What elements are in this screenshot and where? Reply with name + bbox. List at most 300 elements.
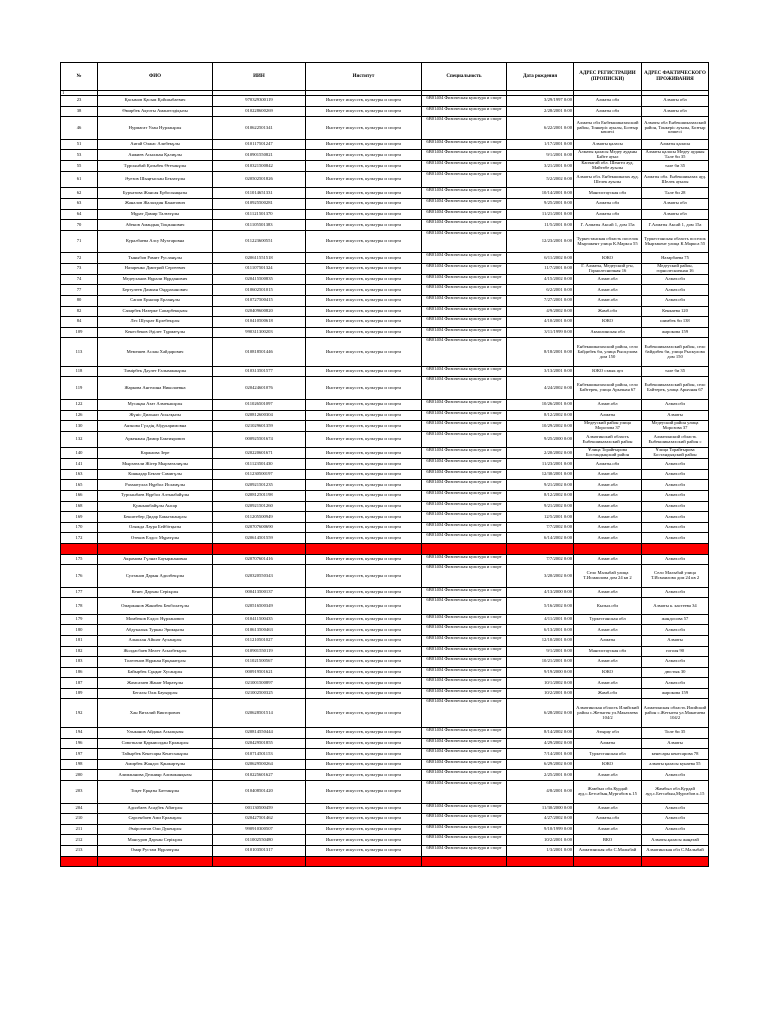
- cell-specialty: 6В01404 Физическая культура и спорт: [422, 198, 507, 209]
- header-registration-address: АДРЕС РЕГИСТРАЦИИ (ПРОПИСКИ): [574, 63, 642, 91]
- cell-birth-date: 7/7/2002 0:00: [507, 522, 574, 533]
- cell-registration-address: Алмат.обл: [574, 678, 642, 689]
- cell-iin: 000413500137: [213, 587, 306, 598]
- table-row: [61, 625, 709, 636]
- cell-number: 163: [61, 469, 98, 480]
- cell-specialty: 6В01404 Физическая культура и спорт: [422, 150, 507, 161]
- cell-institute: Институт искусств, культуры и спорта: [306, 139, 422, 150]
- cell-fio: Мұрат Дамир Талғатұлы: [98, 209, 213, 220]
- table-row: [61, 172, 709, 188]
- cell-specialty: 6В01404 Физическая культура и спорт: [422, 317, 507, 328]
- cell-specialty: 6В01404 Физическая культура и спорт: [422, 209, 507, 220]
- cell-specialty: 6В01404 Физическая культура и спорт: [422, 285, 507, 296]
- table-row: [61, 209, 709, 220]
- cell-institute: Институт искусств, культуры и спорта: [306, 635, 422, 646]
- cell-registration-address: Алмат.обл: [574, 295, 642, 306]
- cell-iin: 021002500325: [213, 688, 306, 699]
- cell-institute: Институт искусств, культуры и спорта: [306, 625, 422, 636]
- cell-specialty: 6В01404 Физическая культура и спорт: [422, 824, 507, 835]
- cell-specialty: 6В01404 Физическая культура и спорт: [422, 338, 507, 367]
- cell-number: 203: [61, 780, 98, 803]
- cell-fio: Тайырбек Кенесары Кенесханұлы: [98, 749, 213, 760]
- cell-registration-address: Кызыл.обл: [574, 598, 642, 614]
- cell-birth-date: 11/21/2001 0:00: [507, 209, 574, 220]
- cell-registration-address: Атырау обл: [574, 727, 642, 738]
- cell-fio: Аязнова Гүлдің Абдукаримовна: [98, 421, 213, 432]
- cell-institute: Институт искусств, культуры и спорта: [306, 366, 422, 377]
- table-row: [61, 106, 709, 117]
- student-table: [60, 62, 709, 867]
- cell-actual-address: Алматы: [642, 738, 709, 749]
- cell-registration-address: Енбекшиказахский район, село Байтерек, улица Арычная 67: [574, 377, 642, 400]
- cell-specialty: 6В01404 Физическая культура и спорт: [422, 400, 507, 411]
- cell-iin: 011123501430: [213, 459, 306, 470]
- cell-actual-address: Медеуский район, горнолесничная 16: [642, 263, 709, 274]
- cell-registration-address: Жамб.обл: [574, 306, 642, 317]
- cell-actual-address: Алматинская область Илийский район с.Жетыген ул.Макатаева 104/2: [642, 699, 709, 728]
- cell-fio: Абдукалык Туркан Эрикқызы: [98, 625, 213, 636]
- cell-specialty: 6В01404 Физическая культура и спорт: [422, 587, 507, 598]
- cell-institute: Институт искусств, культуры и спорта: [306, 667, 422, 678]
- cell-iin: 011014501311: [213, 856, 306, 867]
- cell-actual-address: Алмат.обл: [642, 657, 709, 668]
- cell-actual-address: жарокова 159: [642, 327, 709, 338]
- cell-actual-address: Алматинская обл С.Малыбай: [642, 845, 709, 856]
- cell-number: 179: [61, 614, 98, 625]
- cell-registration-address: Шахраев рахмат: [574, 856, 642, 867]
- cell-iin: 020628501514: [213, 699, 306, 728]
- cell-fio: Аяжиев Асылжан Қалиұлы: [98, 150, 213, 161]
- cell-registration-address: Алматы қаласы Медеу ауданы Бәйте ауыл: [574, 150, 642, 161]
- cell-specialty: 6В01404 Физическая культура и спорт: [422, 421, 507, 432]
- cell-iin: 010714501153: [213, 749, 306, 760]
- cell-iin: 020629500264: [213, 759, 306, 770]
- cell-registration-address: ВКО: [574, 835, 642, 846]
- cell-fio: Жаналов Жалалдин Канатович: [98, 198, 213, 209]
- cell-birth-date: 11/5/2001 0:00: [507, 220, 574, 231]
- cell-actual-address: Алмат.обл: [642, 678, 709, 689]
- cell-institute: Институт искусств, культуры и спорта: [306, 824, 422, 835]
- cell-registration-address: ЮКО сзаык аул: [574, 366, 642, 377]
- cell-actual-address: Г.Алматы Аксай 1, дом 15а: [642, 220, 709, 231]
- table-row: [61, 738, 709, 749]
- cell-registration-address: Село Малыбай улица Т.Исмаилова дом 24 кв 2: [574, 565, 642, 588]
- table-row: [61, 230, 709, 253]
- cell-fio: Аятай Олжас Алибекұлы: [98, 139, 213, 150]
- cell-number: 140: [61, 448, 98, 459]
- cell-number: 192: [61, 699, 98, 728]
- cell-iin: 010901550821: [213, 150, 306, 161]
- table-row: [61, 198, 709, 209]
- cell-number: 126: [61, 410, 98, 421]
- cell-institute: Институт искусств, культуры и спорта: [306, 856, 422, 867]
- cell-number: 214: [61, 856, 98, 867]
- cell-registration-address: Алматы: [574, 410, 642, 421]
- cell-number: 186: [61, 667, 98, 678]
- cell-number: 46: [61, 117, 98, 140]
- table-row: [61, 410, 709, 421]
- cell-fio: Жүніс Дильназ Асылқызы: [98, 410, 213, 421]
- cell-iin: 011026501097: [213, 400, 306, 411]
- cell-number: 204: [61, 803, 98, 814]
- cell-iin: 011014651331: [213, 188, 306, 199]
- table-row: [61, 469, 709, 480]
- cell-fio: Кенесбеков Әділет Тұрмағұлы: [98, 327, 213, 338]
- table-row: [61, 749, 709, 760]
- cell-institute: Институт искусств, культуры и спорта: [306, 727, 422, 738]
- cell-institute: Институт искусств, культуры и спорта: [306, 759, 422, 770]
- cell-registration-address: Г. Алматы Аксай 1, дом 15а: [574, 220, 642, 231]
- table-row: [61, 512, 709, 523]
- cell-birth-date: 6/2/2001 0:00: [507, 285, 574, 296]
- cell-number: 170: [61, 522, 98, 533]
- cell-registration-address: Алмат.обл: [574, 469, 642, 480]
- cell-fio: Ульжанов Айдана Асылқызы: [98, 727, 213, 738]
- cell-birth-date: 11/23/2001 0:00: [507, 459, 574, 470]
- cell-specialty: 6В01404 Физическая культура и спорт: [422, 727, 507, 738]
- cell-number: 23: [61, 96, 98, 107]
- table-row: [61, 657, 709, 668]
- cell-specialty: 6В01404 Физическая культура и спорт: [422, 635, 507, 646]
- cell-specialty: 6В01404 Физическая культура и спорт: [422, 614, 507, 625]
- cell-actual-address: Алматинский область Енбекшиказахский район с: [642, 432, 709, 448]
- cell-birth-date: 5/16/2002 0:00: [507, 598, 574, 614]
- header-specialty: Специальность: [422, 63, 507, 91]
- cell-fio: Бегалы Олж Бауырұлы: [98, 688, 213, 699]
- cell-specialty: 6В01404 Физическая культура и спорт: [422, 327, 507, 338]
- cell-registration-address: Алматы обл. Енбекшиказах ауд. Шелек ауылы: [574, 172, 642, 188]
- table-row: [61, 780, 709, 803]
- cell-registration-address: Алмат.обл: [574, 480, 642, 491]
- cell-specialty: 6В01404 Физическая культура и спорт: [422, 106, 507, 117]
- header-birth-date: Дата рождения: [507, 63, 574, 91]
- cell-iin: 020516500349: [213, 598, 306, 614]
- cell-birth-date: 9/10/1999 0:00: [507, 824, 574, 835]
- cell-birth-date: 6/28/2002 0:00: [507, 699, 574, 728]
- cell-specialty: 6В01404 Физическая культура и спорт: [422, 220, 507, 231]
- cell-birth-date: 2/28/2001 0:00: [507, 106, 574, 117]
- cell-fio: Бертулеев Дамиан Оңдраханович: [98, 285, 213, 296]
- cell-registration-address: Г. Алматы, Медеуский р-н, Горнолесничная 16: [574, 263, 642, 274]
- cell-number: 63: [61, 198, 98, 209]
- cell-iin: 990910300507: [213, 824, 306, 835]
- table-row: [61, 533, 709, 544]
- cell-actual-address: Алматы обл: [642, 198, 709, 209]
- cell-fio: Тоқет Ерқазы Баттанұлы: [98, 780, 213, 803]
- cell-fio: Султанов Дарын Адилбекұлы: [98, 565, 213, 588]
- cell-birth-date: 6/29/2002 0:00: [507, 759, 574, 770]
- cell-number: 196: [61, 738, 98, 749]
- cell-iin: 010228600269: [213, 106, 306, 117]
- cell-actual-address: гоголя 90: [642, 646, 709, 657]
- cell-institute: Институт искусств, культуры и спорта: [306, 327, 422, 338]
- cell-number: 210: [61, 814, 98, 825]
- cell-specialty: 6В01404 Физическая культура и спорт: [422, 263, 507, 274]
- cell-registration-address: Мангистауская обл: [574, 188, 642, 199]
- cell-iin: 010408501420: [213, 780, 306, 803]
- table-body: [61, 91, 709, 867]
- cell-registration-address: Алматы: [574, 635, 642, 646]
- cell-institute: Институт искусств, культуры и спорта: [306, 274, 422, 285]
- cell-actual-address: Медеуский район улица Морозова 37: [642, 421, 709, 432]
- cell-iin: 020614501559: [213, 533, 306, 544]
- table-row: [61, 543, 709, 554]
- cell-institute: Институт искусств, культуры и спорта: [306, 480, 422, 491]
- cell-specialty: 6В01404 Физическая культура и спорт: [422, 625, 507, 636]
- cell-institute: Институт искусств, культуры и спорта: [306, 780, 422, 803]
- cell-registration-address: Алмат.обл: [574, 554, 642, 565]
- cell-actual-address: Алматы обл: [642, 209, 709, 220]
- cell-number: 80: [61, 295, 98, 306]
- cell-number: 211: [61, 824, 98, 835]
- cell-actual-address: Алмат.обл: [642, 480, 709, 491]
- cell-fio: Аркенжан Дамир Бактиярович: [98, 432, 213, 448]
- cell-fio: Байырбек Сұңқат Хусанұлы: [98, 667, 213, 678]
- table-row: [61, 491, 709, 502]
- cell-iin: 010321500842: [213, 161, 306, 172]
- cell-birth-date: 3/20/2002 0:00: [507, 565, 574, 588]
- cell-iin: 010117501247: [213, 139, 306, 150]
- cell-fio: Қасымов Қасым Қойшыбаевич: [98, 96, 213, 107]
- cell-iin: 021001500897: [213, 678, 306, 689]
- cell-fio: Момбеков Елдос Нұрланович: [98, 614, 213, 625]
- cell-institute: Институт искусств, культуры и спорта: [306, 814, 422, 825]
- cell-fio: Алимжанова Делнияр Алимжанқызы: [98, 770, 213, 781]
- cell-number: 72: [61, 253, 98, 264]
- cell-registration-address: Алматы қаласы: [574, 139, 642, 150]
- cell-birth-date: 4/8/2001 0:00: [507, 780, 574, 803]
- cell-birth-date: 6/11/2002 0:00: [507, 253, 574, 264]
- cell-actual-address: Алматы қаласы: [642, 139, 709, 150]
- cell-iin: 011230500197: [213, 469, 306, 480]
- cell-actual-address: Енбекшиказахский район, село байдибек би, улица Рыскулова дом 150: [642, 338, 709, 367]
- cell-iin: 990311300203: [213, 327, 306, 338]
- cell-actual-address: Алматы обл: [642, 106, 709, 117]
- cell-actual-address: Алмат.обл: [642, 824, 709, 835]
- cell-fio: Омар Рустам Нұрлатұлы: [98, 845, 213, 856]
- table-row: [61, 646, 709, 657]
- cell-fio: Назаренко Дмитрий Сергеевич: [98, 263, 213, 274]
- cell-specialty: 6В01404 Физическая культура и спорт: [422, 188, 507, 199]
- cell-fio: Мусаңан Азат Алмекәшұлы: [98, 400, 213, 411]
- cell-specialty: 6В01404 Физическая культура и спорт: [422, 161, 507, 172]
- cell-actual-address: Алматы қаласы Медеу ауданы Тәле би 35: [642, 150, 709, 161]
- cell-institute: Институт искусств, культуры и спорта: [306, 172, 422, 188]
- cell-specialty: 6В01404 Физическая культура и спорт: [422, 377, 507, 400]
- cell-registration-address: Капчагай обл. Шенгел ауд. Майтөбе ауылы: [574, 161, 642, 172]
- cell-number: 177: [61, 587, 98, 598]
- cell-specialty: 6В01404 Физическая культура и спорт: [422, 501, 507, 512]
- cell-fio: Абенов Амандық Тоқжанович: [98, 220, 213, 231]
- cell-institute: Институт искусств, культуры и спорта: [306, 150, 422, 161]
- cell-number: 55: [61, 161, 98, 172]
- cell-actual-address: Алмат.обл: [642, 295, 709, 306]
- cell-iin: 020409600820: [213, 306, 306, 317]
- cell-number: 213: [61, 845, 98, 856]
- cell-fio: Толегенов Нұржан Ерқанатұлы: [98, 657, 213, 668]
- cell-birth-date: 10/1/2002 0:00: [507, 678, 574, 689]
- cell-birth-date: 8/18/2001 0:00: [507, 338, 574, 367]
- table-row: [61, 317, 709, 328]
- cell-registration-address: Мангистауская обл: [574, 646, 642, 657]
- cell-specialty: 6В01404 Физическая культура и спорт: [422, 835, 507, 846]
- cell-fio: Акрамова Гүлназ Бауыржановна: [98, 554, 213, 565]
- cell-birth-date: 10/21/2001 0:00: [507, 657, 574, 668]
- cell-institute: Институт искусств, культуры и спорта: [306, 188, 422, 199]
- cell-number: 51: [61, 139, 98, 150]
- cell-number: 71: [61, 230, 98, 253]
- cell-fio: Куралбаева Алсу Мухтаровна: [98, 230, 213, 253]
- table-row: [61, 770, 709, 781]
- cell-number: 181: [61, 635, 98, 646]
- cell-fio: Нурмагат Улан Нурланұлы: [98, 117, 213, 140]
- cell-fio: Тимірбек Дәулет Ғалымжанұлы: [98, 366, 213, 377]
- cell-number: 119: [61, 377, 98, 400]
- cell-birth-date: 1/17/2001 0:00: [507, 139, 574, 150]
- cell-specialty: 6В01404 Физическая культура и спорт: [422, 480, 507, 491]
- cell-specialty: 6В01404 Физическая культура и спорт: [422, 274, 507, 285]
- cell-institute: Институт искусств, культуры и спорта: [306, 835, 422, 846]
- table-row: [61, 759, 709, 770]
- cell-number: 130: [61, 421, 98, 432]
- cell-specialty: 6В01404 Физическая культура и спорт: [422, 522, 507, 533]
- cell-specialty: 6В01404 Физическая культура и спорт: [422, 749, 507, 760]
- cell-registration-address: Алмат.обл: [574, 491, 642, 502]
- cell-actual-address: жандосова 57: [642, 614, 709, 625]
- cell-iin: 010103501317: [213, 845, 306, 856]
- cell-iin: 970329300119: [213, 96, 306, 107]
- cell-institute: Институт искусств, культуры и спорта: [306, 448, 422, 459]
- cell-specialty: 6В01404 Физическая культура и спорт: [422, 814, 507, 825]
- cell-actual-address: тәле би 35: [642, 366, 709, 377]
- cell-actual-address: шимбек би 138: [642, 317, 709, 328]
- cell-registration-address: Жамб.обл: [574, 688, 642, 699]
- cell-birth-date: 12/30/2001 0:00: [507, 469, 574, 480]
- cell-institute: Институт искусств, культуры и спорта: [306, 738, 422, 749]
- cell-registration-address: Алматы: [574, 738, 642, 749]
- cell-institute: Институт искусств, культуры и спорта: [306, 699, 422, 728]
- cell-iin: 010602501015: [213, 285, 306, 296]
- cell-institute: Институт искусств, культуры и спорта: [306, 512, 422, 523]
- cell-fio: Әмірсеитов Оли Дукенұлы: [98, 824, 213, 835]
- cell-registration-address: Туркестанская обл: [574, 749, 642, 760]
- cell-specialty: 6В01404 Физическая культура и спорт: [422, 139, 507, 150]
- cell-number: 70: [61, 220, 98, 231]
- cell-fio: Кенес Дархан Серікұлы: [98, 587, 213, 598]
- cell-actual-address: Алматы.қаласы жаңатай: [642, 835, 709, 846]
- cell-birth-date: 9/21/2002 0:00: [507, 480, 574, 491]
- cell-number: 174: [61, 543, 98, 554]
- cell-specialty: 6В01404 Физическая культура и спорт: [422, 803, 507, 814]
- table-row: [61, 188, 709, 199]
- cell-iin: 020415500835: [213, 274, 306, 285]
- cell-actual-address: Алматы к. кастеева 34: [642, 598, 709, 614]
- cell-birth-date: 10/2/2001 0:00: [507, 688, 574, 699]
- cell-registration-address: Алматинский область Енбекшиказахский район: [574, 432, 642, 448]
- cell-birth-date: 3/29/1997 0:00: [507, 96, 574, 107]
- cell-iin: 020812600304: [213, 410, 306, 421]
- cell-fio: Жолдасбаев Мелет Асылбекұлы: [98, 646, 213, 657]
- cell-specialty: 6В01404 Физическая культура и спорт: [422, 646, 507, 657]
- cell-birth-date: 10/29/2002 0:00: [507, 421, 574, 432]
- cell-iin: 010313501577: [213, 366, 306, 377]
- cell-institute: Институт искусств, культуры и спорта: [306, 338, 422, 367]
- cell-specialty: 6В01404 Физическая культура и спорт: [422, 759, 507, 770]
- cell-number: 82: [61, 306, 98, 317]
- cell-iin: 021029601359: [213, 421, 306, 432]
- table-row: [61, 150, 709, 161]
- cell-institute: Институт искусств, культуры и спорта: [306, 845, 422, 856]
- cell-institute: Институт искусств, культуры и спорта: [306, 565, 422, 588]
- cell-institute: Институт искусств, культуры и спорта: [306, 253, 422, 264]
- cell-actual-address: Алмат.обл: [642, 469, 709, 480]
- cell-fio: Бекштебер Дидар Бакытжанұлы: [98, 512, 213, 523]
- cell-specialty: 6В01404 Физическая культура и спорт: [422, 780, 507, 803]
- cell-number: 189: [61, 688, 98, 699]
- cell-iin: 011210501027: [213, 635, 306, 646]
- cell-fio: Оляжда Лаура Бейбітқызы: [98, 522, 213, 533]
- cell-fio: Мансуров Дархан Серікұлы: [98, 835, 213, 846]
- cell-registration-address: Алмат.обл: [574, 625, 642, 636]
- cell-fio: Киякадар Бекзат Самигұлы: [98, 469, 213, 480]
- cell-specialty: 6В01404 Физическая культура и спорт: [422, 410, 507, 421]
- cell-registration-address: Алматинская область Илийский район с.Жетыген ул.Макатаева 104/2: [574, 699, 642, 728]
- cell-iin: 010613500463: [213, 625, 306, 636]
- cell-institute: Институт искусств, культуры и спорта: [306, 803, 422, 814]
- cell-iin: 000925501674: [213, 432, 306, 448]
- cell-registration-address: Отеке кеттік: [574, 543, 642, 554]
- cell-institute: Институт искусств, культуры и спорта: [306, 522, 422, 533]
- table-row: [61, 554, 709, 565]
- cell-number: 197: [61, 749, 98, 760]
- cell-actual-address: Алмат.обл: [642, 274, 709, 285]
- cell-registration-address: Алмат.обл: [574, 770, 642, 781]
- cell-actual-address: Алмат.обл: [642, 512, 709, 523]
- cell-actual-address: дюстык 30: [642, 667, 709, 678]
- cell-fio: Отеков Елдос Мұратұлы: [98, 533, 213, 544]
- cell-institute: Институт искусств, культуры и спорта: [306, 209, 422, 220]
- cell-registration-address: ЮКО: [574, 317, 642, 328]
- cell-fio: Бурхатова Жансая Ербосынқызы: [98, 188, 213, 199]
- cell-actual-address: Алматы обл: [642, 96, 709, 107]
- cell-institute: Институт искусств, культуры и спорта: [306, 96, 422, 107]
- cell-institute: Институт искусств, культуры и спорта: [306, 410, 422, 421]
- cell-actual-address: Туркестанская область поселок Мырзакент улица К.Маркса 55: [642, 230, 709, 253]
- table-row: [61, 824, 709, 835]
- cell-iin: 011105501383: [213, 220, 306, 231]
- header-actual-address: АДРЕС ФАКТИЧЕСКОГО ПРОЖИВАНИЯ: [642, 63, 709, 91]
- cell-birth-date: 12/23/2001 0:00: [507, 230, 574, 253]
- table-row: [61, 96, 709, 107]
- cell-specialty: 6В01404 Физическая культура и спорт: [422, 448, 507, 459]
- cell-actual-address: Алмат.обл: [642, 803, 709, 814]
- table-row: [61, 688, 709, 699]
- cell-fio: Лес Шухрат Кұлебекұлы: [98, 317, 213, 328]
- cell-iin: 020707601416: [213, 554, 306, 565]
- cell-actual-address: Алмат.обл: [642, 554, 709, 565]
- cell-iin: 020220601671: [213, 448, 306, 459]
- cell-iin: 020921501235: [213, 480, 306, 491]
- cell-birth-date: 8/14/2002 0:00: [507, 727, 574, 738]
- cell-actual-address: Алмат.обл: [642, 285, 709, 296]
- cell-institute: Институт искусств, культуры и спорта: [306, 285, 422, 296]
- cell-iin: 020722501026: [213, 543, 306, 554]
- cell-iin: 020429501855: [213, 738, 306, 749]
- cell-institute: Институт искусств, культуры и спорта: [306, 220, 422, 231]
- cell-registration-address: Туркестанская обл: [574, 614, 642, 625]
- cell-number: 118: [61, 366, 98, 377]
- cell-registration-address: Алмат.обл: [574, 512, 642, 523]
